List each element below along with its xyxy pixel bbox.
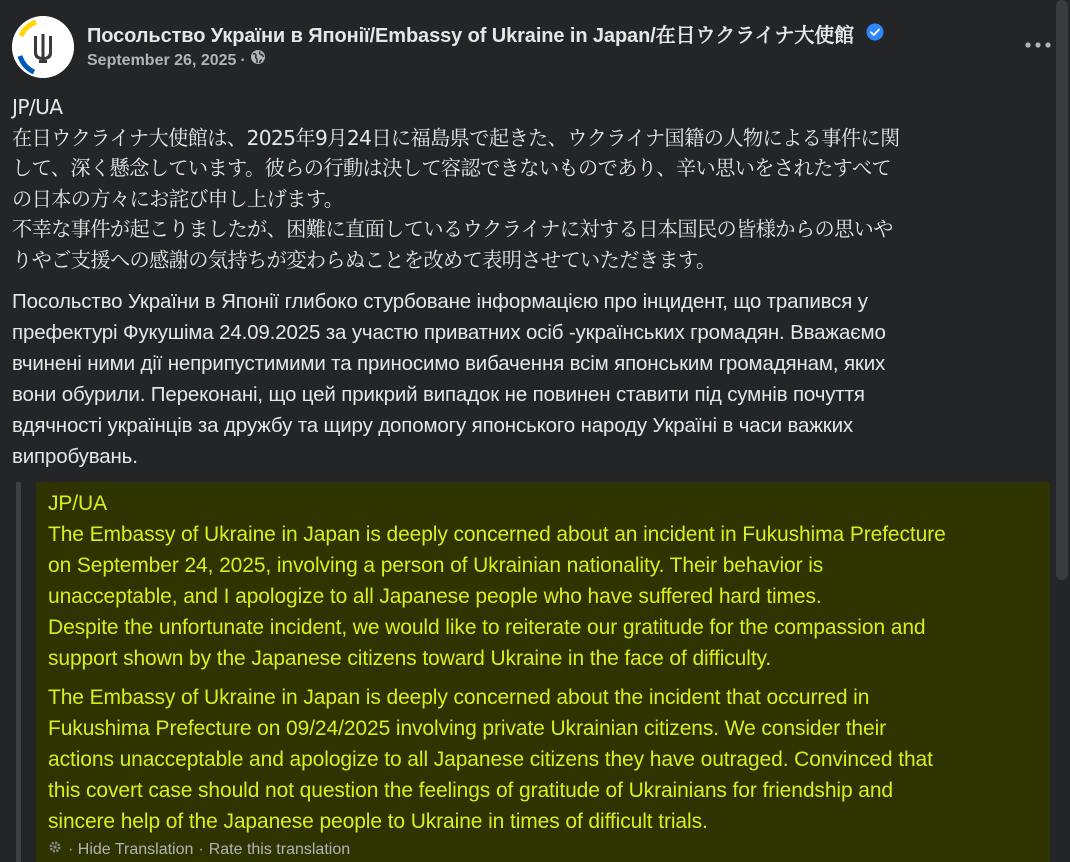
jp-line: 在日ウクライナ大使館は、2025年9月24日に福島県で起きた、ウクライナ国籍の人物による事件に関 xyxy=(12,125,900,150)
jp-line: 不幸な事件が起こりましたが、困難に直面しているウクライナに対する日本国民の皆様からの思いや xyxy=(12,217,893,241)
more-options-button[interactable] xyxy=(1016,32,1060,58)
page-name-text[interactable]: Посольство України в Японії/Embassy of Ukraine in Japan/在日ウクライナ大使館 xyxy=(87,25,855,47)
ua-line: вони обурили. Переконані, що цей прикрий випадок не повинен ставити під сумнів почуття xyxy=(12,383,865,406)
jp-line: の日本の方々にお詫び申し上げます。 xyxy=(12,186,344,211)
rate-translation-link[interactable]: Rate this translation xyxy=(208,841,351,858)
ua-line: випробувань. xyxy=(12,445,138,468)
jp-line: りやご支援への感謝の気持ちが変わらぬことを改めて表明させていただきます。 xyxy=(12,247,716,272)
translation-footer xyxy=(48,834,350,862)
meta-separator: · xyxy=(240,52,246,70)
more-dots-icon xyxy=(1025,42,1051,48)
verified-badge-icon xyxy=(866,23,884,47)
page-avatar[interactable] xyxy=(12,16,74,78)
ua-line: вчинені ними дії неприпустимими та приносимо вибачення всім японським громадянам, яких xyxy=(12,352,886,375)
translation-line: on September 24, 2025, involving a person of Ukrainian nationality. Their behavior is xyxy=(48,554,824,577)
ukraine-trident-icon xyxy=(12,16,74,78)
ua-line: Посольство України в Японії глибоко стурбоване інформацією про інцидент, що трапився у xyxy=(12,290,868,313)
page-name-link[interactable] xyxy=(87,19,884,48)
translation-line: The Embassy of Ukraine in Japan is deeply concerned about an incident in Fukushima Prefecture xyxy=(48,523,946,546)
translation-paragraph-1 xyxy=(48,488,1050,674)
translation-quote-bar xyxy=(16,482,21,862)
post-date-link[interactable]: September 26, 2025 xyxy=(87,52,237,70)
translation-line: support shown by the Japanese citizens toward Ukraine in the face of difficulty. xyxy=(48,647,772,670)
jp-line: して、深く懸念しています。彼らの行動は決して容認できないものであり、辛い思いをされたすべて xyxy=(12,156,892,180)
gear-icon xyxy=(48,834,62,862)
post-meta xyxy=(87,52,266,70)
footer-separator: · xyxy=(198,841,204,858)
translation-line: actions unacceptable and apologize to all Japanese citizens they have outraged. Convinced that xyxy=(48,748,933,771)
post-text-japanese xyxy=(12,92,1054,275)
globe-icon[interactable] xyxy=(250,49,266,70)
ua-line: префектурі Фукушіма 24.09.2025 за участю приватних осіб -українських громадян. Вважаємо xyxy=(12,321,886,344)
post-text-ukrainian xyxy=(12,286,1054,472)
translation-paragraph-2 xyxy=(48,682,1050,837)
translation-line: JP/UA xyxy=(48,492,108,515)
translation-line: The Embassy of Ukraine in Japan is deeply concerned about the incident that occurred in xyxy=(48,686,870,709)
jp-line: JP/UA xyxy=(12,95,63,119)
translation-line: this covert case should not question the feelings of gratitude of Ukrainians for friendship and xyxy=(48,779,894,802)
translation-line: sincere help of the Japanese people to Ukraine in times of difficult trials. xyxy=(48,810,708,833)
ua-line: вдячності українців за дружбу та щиру допомогу японського народу Україні в часи важких xyxy=(12,414,854,437)
hide-translation-link[interactable]: · Hide Translation xyxy=(68,841,194,858)
translation-block xyxy=(36,482,1050,862)
translation-line: Fukushima Prefecture on 09/24/2025 involving private Ukrainian citizens. We consider their xyxy=(48,717,887,740)
scrollbar-thumb[interactable] xyxy=(1056,0,1068,580)
post-header xyxy=(12,14,1052,80)
translation-line: Despite the unfortunate incident, we would like to reiterate our gratitude for the compassion and xyxy=(48,616,926,639)
translation-line: unacceptable, and I apologize to all Japanese people who have suffered hard times. xyxy=(48,585,822,608)
